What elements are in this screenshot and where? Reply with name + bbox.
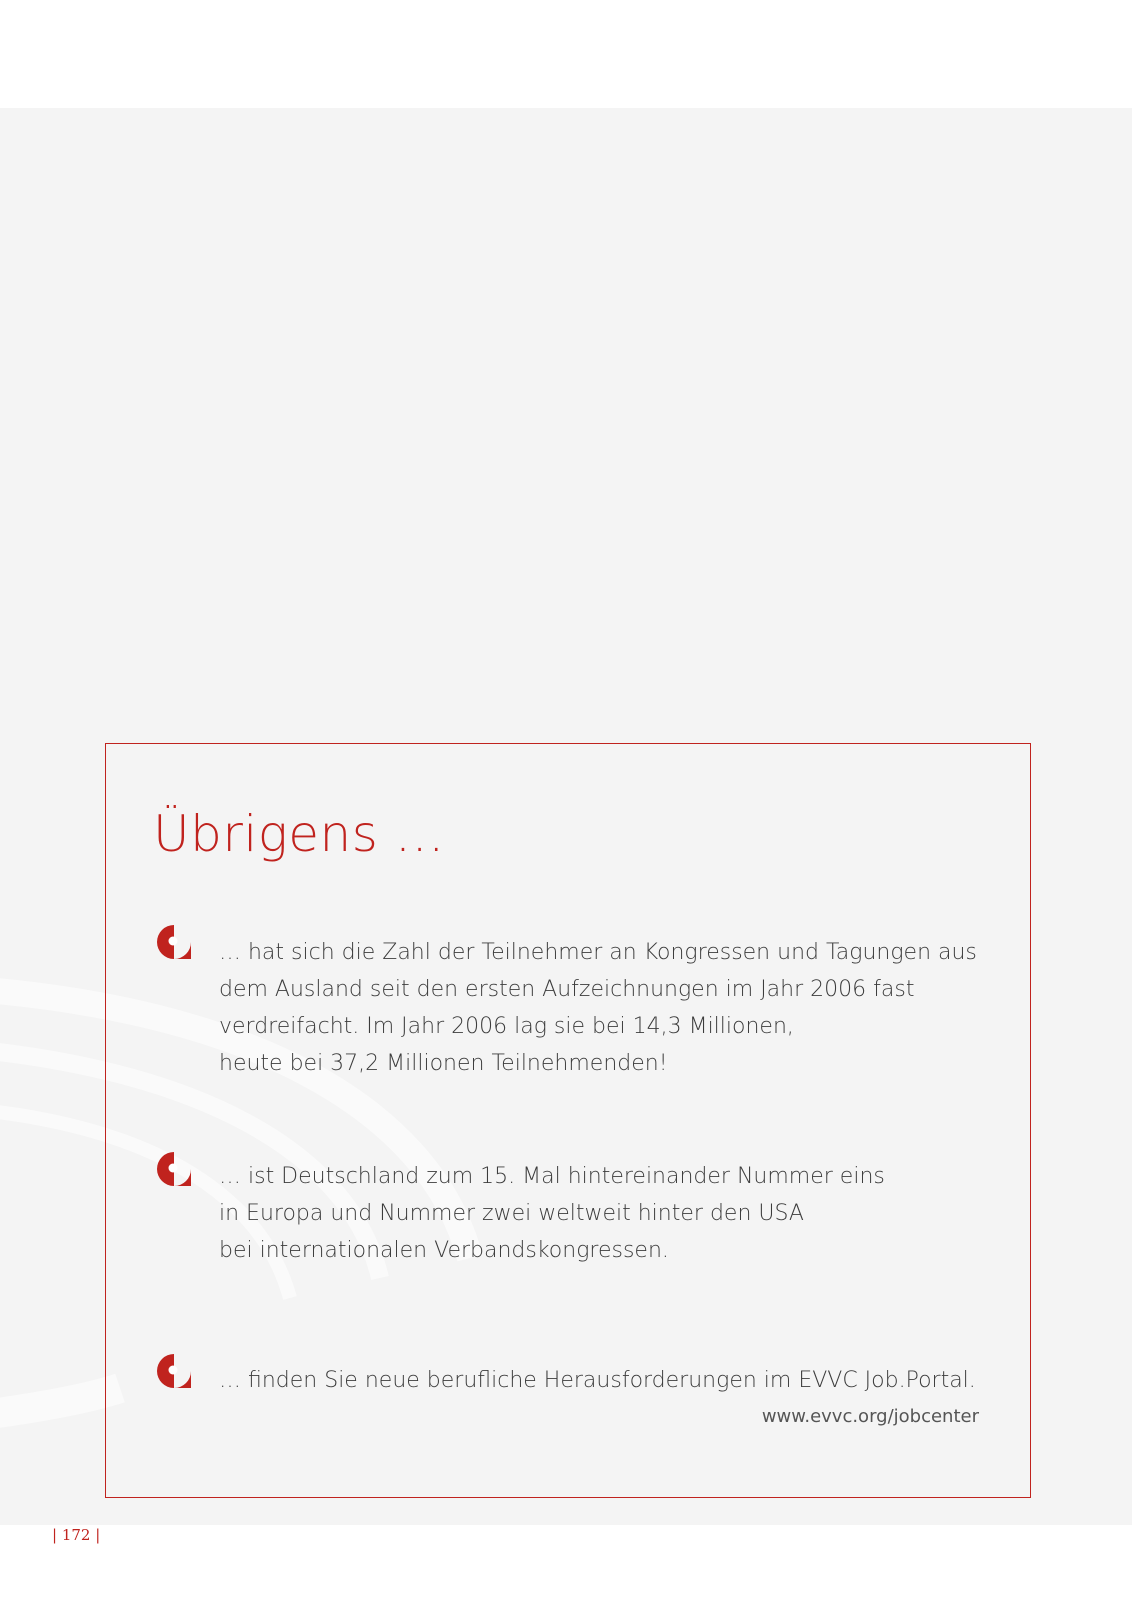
speech-bubble-icon (156, 924, 192, 960)
fact-2-line-2: in Europa und Nummer zwei weltweit hinter den USA (219, 1201, 804, 1226)
speech-bubble-icon (156, 1353, 192, 1389)
fact-2-line-1: … ist Deutschland zum 15. Mal hintereinander Nummer eins (219, 1164, 885, 1189)
fact-1-line-3: verdreifacht. Im Jahr 2006 lag sie bei 14,3 Millionen, (219, 1014, 794, 1039)
page-number: | 172 | (52, 1526, 101, 1544)
speech-bubble-icon (156, 1151, 192, 1187)
jobcenter-link[interactable]: www.evvc.org/jobcenter (761, 1406, 979, 1427)
box-title: Übrigens … (153, 805, 446, 863)
fact-2-text (219, 1158, 885, 1269)
fact-3-line-1: … finden Sie neue berufliche Herausforderungen im EVVC Job.Portal. (219, 1368, 976, 1393)
fact-1-line-1: … hat sich die Zahl der Teilnehmer an Kongressen und Tagungen aus (219, 940, 977, 965)
fact-3-text (219, 1362, 976, 1399)
fact-2-line-3: bei internationalen Verbandskongressen. (219, 1238, 669, 1263)
fact-1-line-4: heute bei 37,2 Millionen Teilnehmenden! (219, 1051, 668, 1076)
fact-1-line-2: dem Ausland seit den ersten Aufzeichnungen im Jahr 2006 fast (219, 977, 915, 1002)
fact-1-text (219, 934, 977, 1082)
